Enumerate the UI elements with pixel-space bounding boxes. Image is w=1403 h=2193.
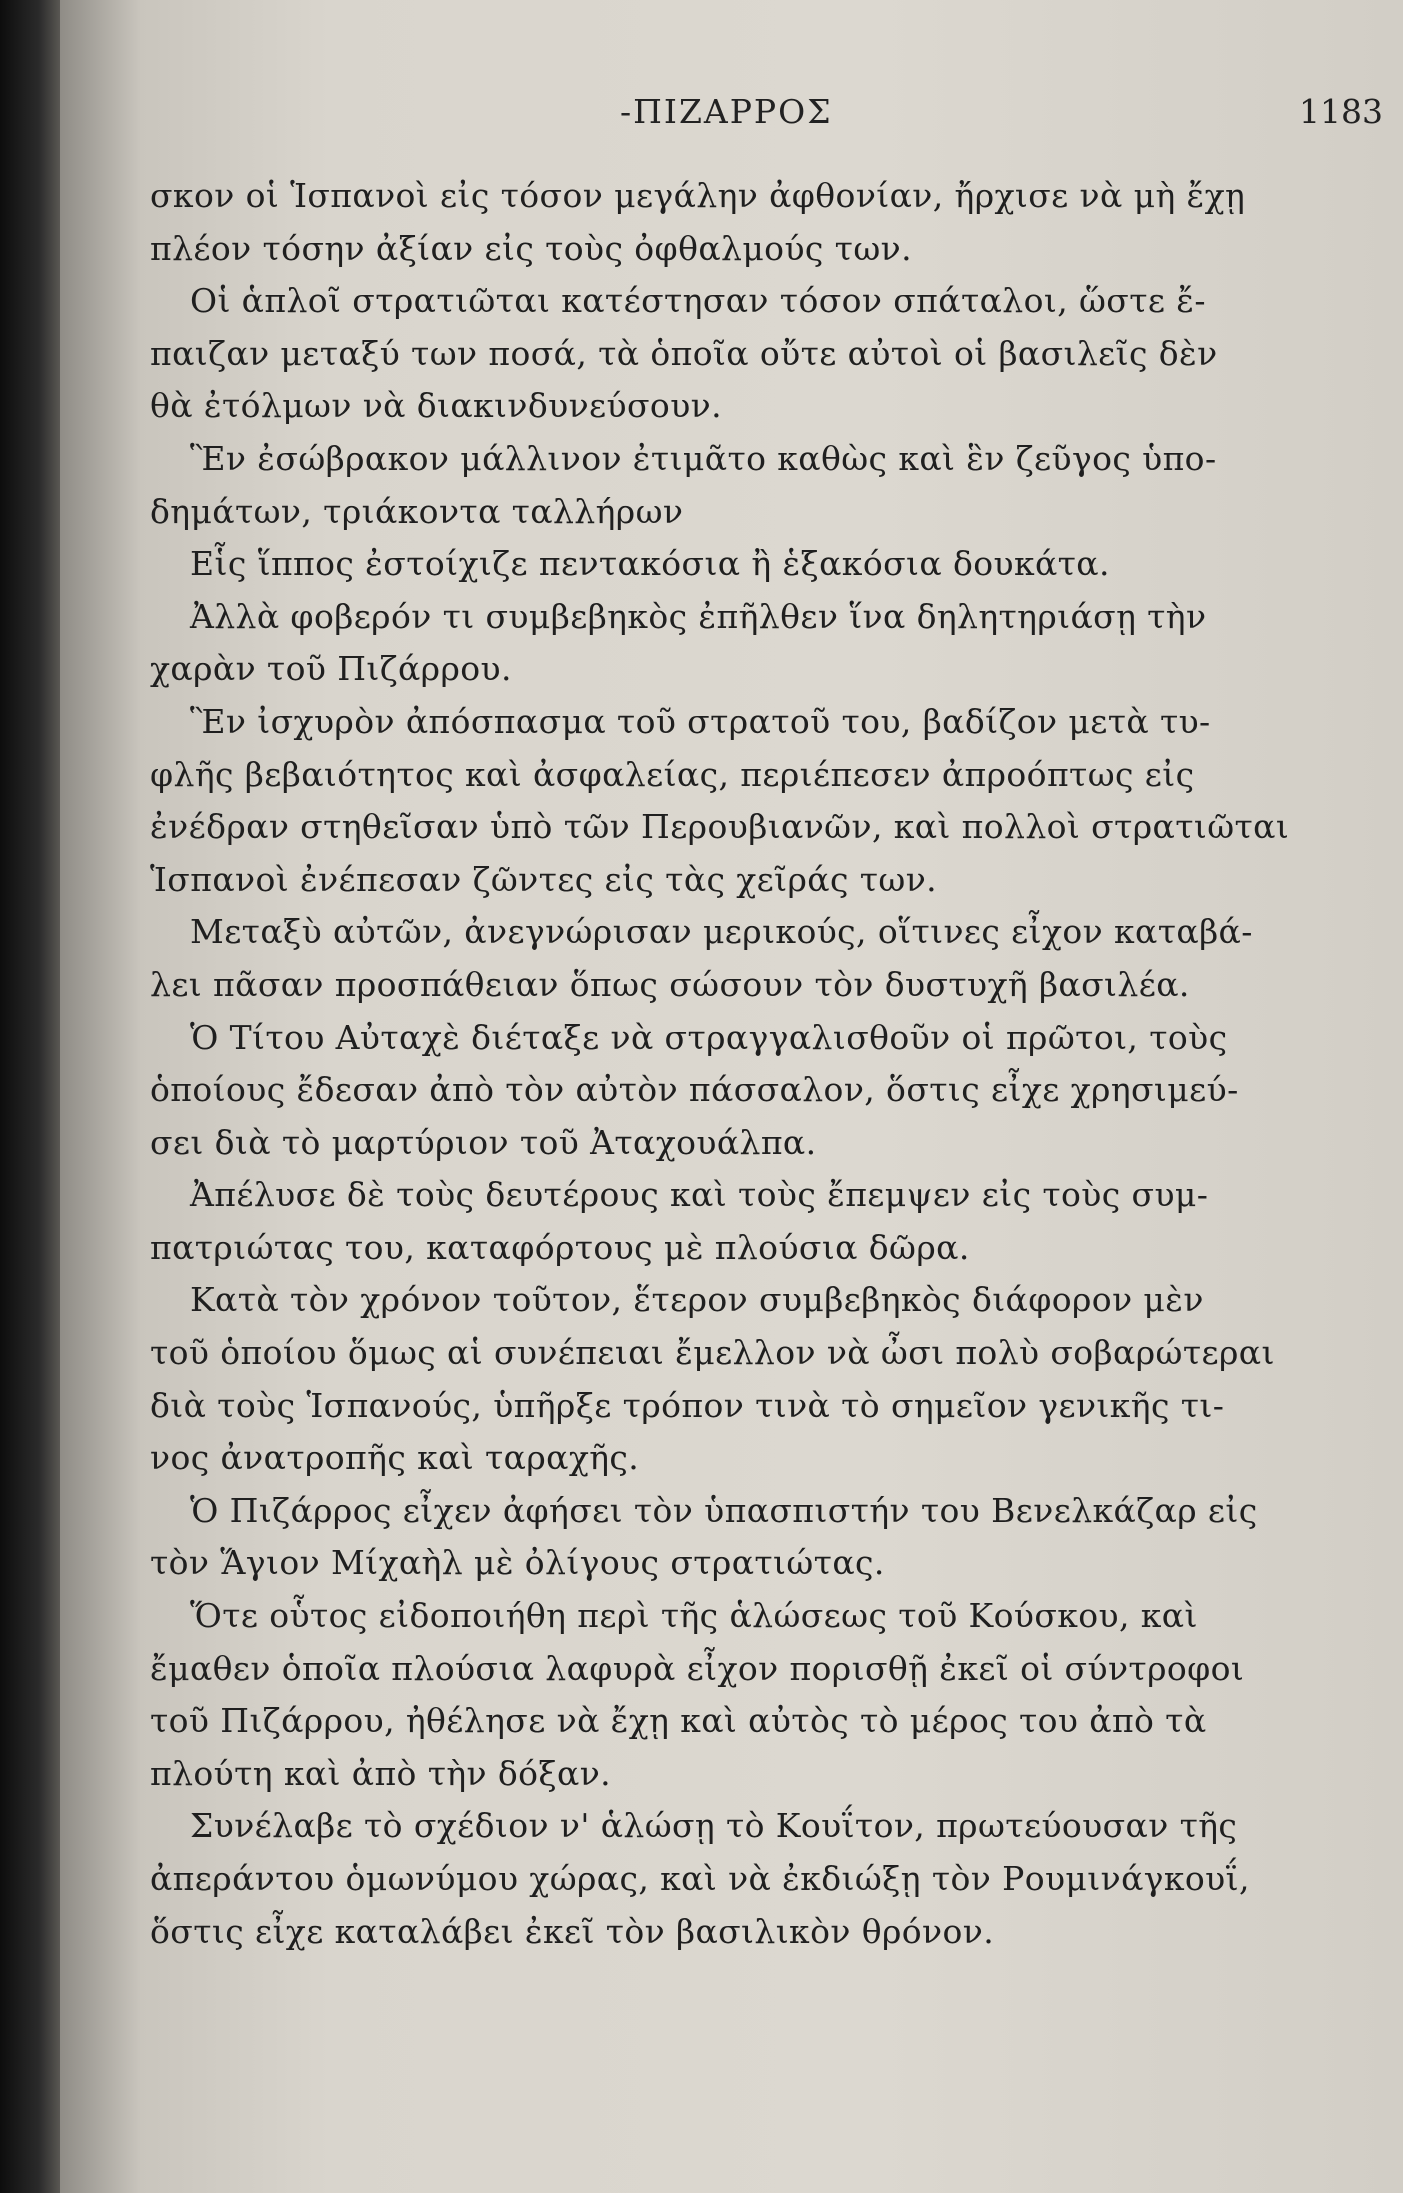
text-line: Μεταξὺ αὐτῶν, ἀνεγνώρισαν μερικούς, οἵτινες εἶχον καταβά- bbox=[190, 912, 1253, 952]
text-line: λει πᾶσαν προσπάθειαν ὅπως σώσουν τὸν δυστυχῆ βασιλέα. bbox=[150, 964, 1190, 1004]
text-line: πατριώτας του, καταφόρτους μὲ πλούσια δῶρα. bbox=[150, 1227, 970, 1267]
text-line: πλέον τόσην ἀξίαν εἰς τοὺς ὀφθαλμούς των. bbox=[150, 228, 912, 268]
text-line: Ἱσπανοὶ ἐνέπεσαν ζῶντες εἰς τὰς χεῖράς των. bbox=[150, 859, 938, 899]
page-number: 1183 bbox=[1299, 92, 1383, 131]
text-line: Ὁ Πιζάρρος εἶχεν ἀφήσει τὸν ὑπασπιστήν του Βενελκάζαρ εἰς bbox=[190, 1490, 1258, 1530]
text-line: Ἓν ἐσώβρακον μάλλινον ἐτιμᾶτο καθὼς καὶ ἓν ζεῦγος ὑπο- bbox=[190, 438, 1217, 478]
text-line: Οἱ ἁπλοῖ στρατιῶται κατέστησαν τόσον σπάταλοι, ὥστε ἔ- bbox=[190, 281, 1206, 321]
text-line: Συνέλαβε τὸ σχέδιον ν' ἁλώσῃ τὸ Κουΐτον, πρωτεύουσαν τῆς bbox=[190, 1806, 1238, 1846]
text-line: Εἷς ἵππος ἐστοίχιζε πεντακόσια ἢ ἑξακόσια δουκάτα. bbox=[190, 544, 1110, 584]
text-line: Ἀλλὰ φοβερόν τι συμβεβηκὸς ἐπῆλθεν ἵνα δηλητηριάσῃ τὴν bbox=[190, 596, 1207, 636]
text-line: τοῦ Πιζάρρου, ἠθέλησε νὰ ἔχῃ καὶ αὐτὸς τὸ μέρος του ἀπὸ τὰ bbox=[150, 1701, 1207, 1741]
text-line: πλούτη καὶ ἀπὸ τὴν δόξαν. bbox=[150, 1753, 612, 1793]
running-title: -ΠΙΖΑΡΡΟΣ bbox=[620, 92, 833, 131]
text-line: ἔμαθεν ὁποῖα πλούσια λαφυρὰ εἶχον πορισθῇ ἐκεῖ οἱ σύντροφοι bbox=[150, 1648, 1245, 1688]
text-line: δημάτων, τριάκοντα ταλλήρων bbox=[150, 491, 684, 531]
text-line: τοῦ ὁποίου ὅμως αἱ συνέπειαι ἔμελλον νὰ ὦσι πολὺ σοβαρώτεραι bbox=[150, 1333, 1275, 1373]
text-line: ὁποίους ἔδεσαν ἀπὸ τὸν αὐτὸν πάσσαλον, ὅστις εἶχε χρησιμεύ- bbox=[150, 1070, 1239, 1110]
text-line: νος ἀνατροπῆς καὶ ταραχῆς. bbox=[150, 1438, 640, 1478]
text-line: Ἀπέλυσε δὲ τοὺς δευτέρους καὶ τοὺς ἔπεμψεν εἰς τοὺς συμ- bbox=[190, 1175, 1209, 1215]
text-line: Ἓν ἰσχυρὸν ἀπόσπασμα τοῦ στρατοῦ του, βαδίζον μετὰ τυ- bbox=[190, 701, 1211, 741]
text-line: ἐνέδραν στηθεῖσαν ὑπὸ τῶν Περουβιανῶν, καὶ πολλοὶ στρατιῶται bbox=[150, 807, 1290, 847]
text-line: φλῆς βεβαιότητος καὶ ἀσφαλείας, περιέπεσεν ἀπροόπτως εἰς bbox=[150, 754, 1195, 794]
body-text bbox=[150, 170, 1370, 1958]
text-line: ἀπεράντου ὁμωνύμου χώρας, καὶ νὰ ἐκδιώξῃ τὸν Ρουμινάγκουΐ, bbox=[150, 1859, 1250, 1898]
text-line: θὰ ἐτόλμων νὰ διακινδυνεύσουν. bbox=[150, 386, 723, 426]
text-line: τὸν Ἅγιον Μίχαὴλ μὲ ὀλίγους στρατιώτας. bbox=[150, 1543, 885, 1583]
text-line: Κατὰ τὸν χρόνον τοῦτον, ἕτερον συμβεβηκὸς διάφορον μὲν bbox=[190, 1280, 1204, 1320]
text-line: σει διὰ τὸ μαρτύριον τοῦ Ἀταχουάλπα. bbox=[150, 1122, 817, 1162]
text-line: παιζαν μεταξύ των ποσά, τὰ ὁποῖα οὔτε αὐτοὶ οἱ βασιλεῖς δὲν bbox=[150, 333, 1218, 373]
text-line: Ὅτε οὗτος εἰδοποιήθη περὶ τῆς ἁλώσεως τοῦ Κούσκου, καὶ bbox=[190, 1596, 1198, 1636]
text-line: χαρὰν τοῦ Πιζάρρου. bbox=[150, 649, 512, 689]
text-line: ὅστις εἶχε καταλάβει ἐκεῖ τὸν βασιλικὸν θρόνον. bbox=[150, 1911, 995, 1951]
text-line: σκον οἱ Ἱσπανοὶ εἰς τόσον μεγάλην ἀφθονίαν, ἤρχισε νὰ μὴ ἔχῃ bbox=[150, 176, 1246, 215]
text-line: Ὁ Τίτου Αὐταχὲ διέταξε νὰ στραγγαλισθοῦν οἱ πρῶτοι, τοὺς bbox=[190, 1017, 1228, 1057]
text-line: διὰ τοὺς Ἱσπανούς, ὑπῆρξε τρόπον τινὰ τὸ σημεῖον γενικῆς τι- bbox=[150, 1385, 1225, 1425]
book-page bbox=[60, 0, 1403, 2193]
page-header bbox=[60, 92, 1403, 142]
